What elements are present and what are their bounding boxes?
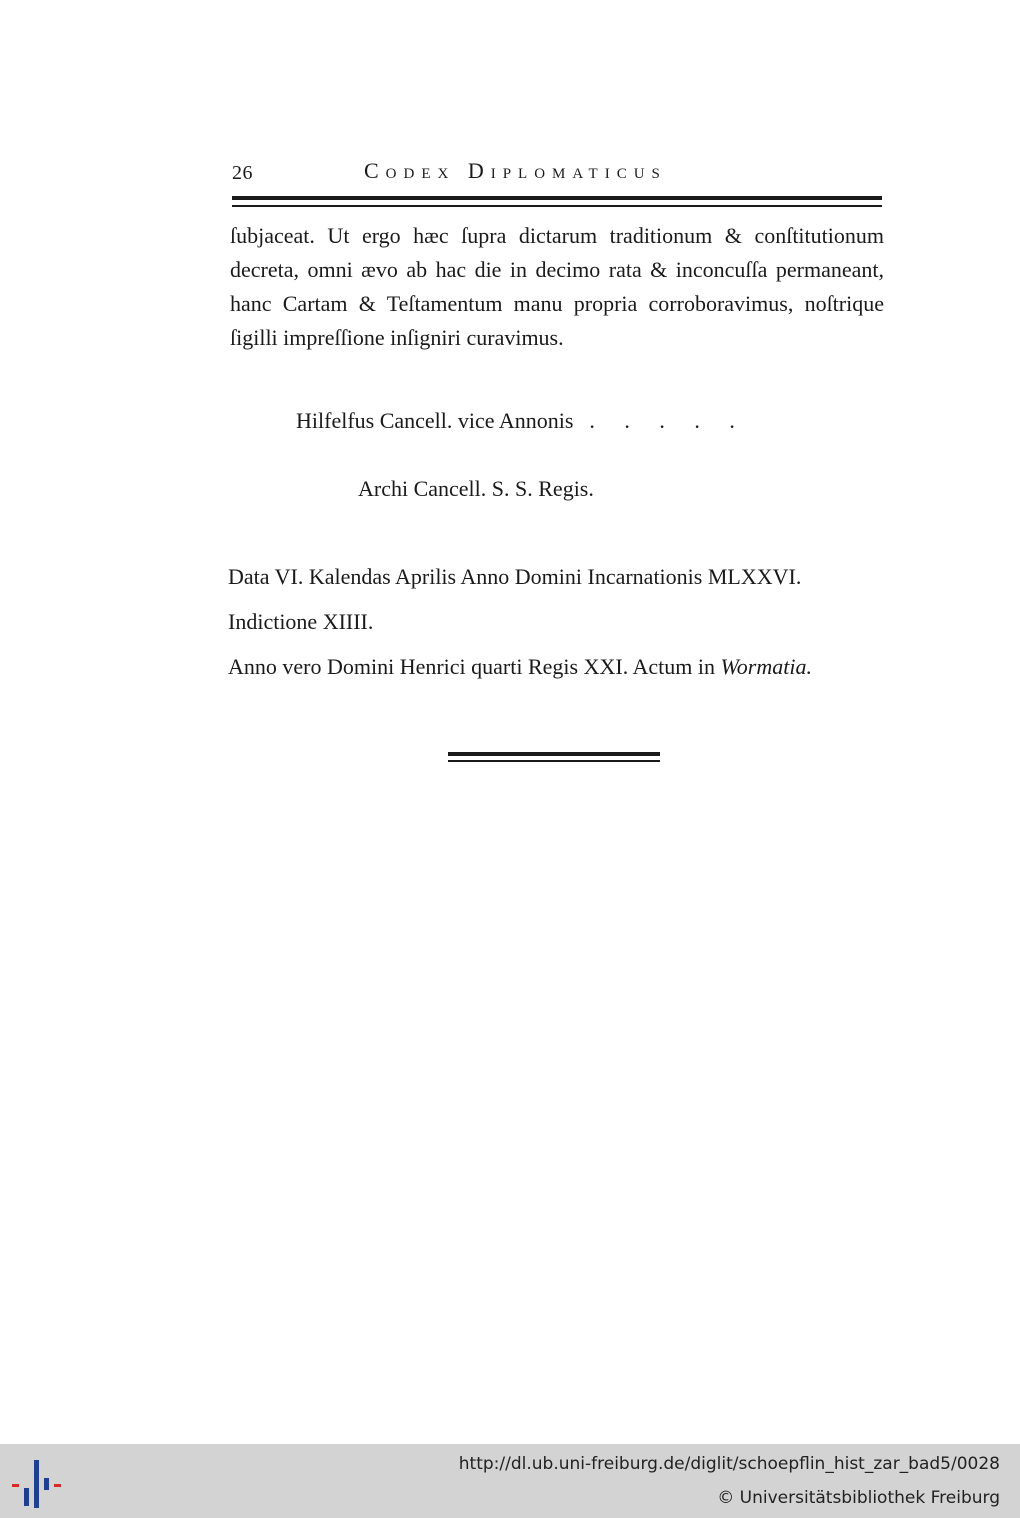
copyright-notice: © Universitätsbibliothek Freiburg [717, 1488, 1000, 1508]
dating-place: Wormatia. [720, 654, 812, 679]
body-paragraph-text: ſubjaceat. Ut ergo hæc ſupra dictarum traditionum & conſtitutionum decreta, omni ævo ab hac die in decimo rata & inconcuſſa permaneant, hanc Cartam & Teſtamentum manu propria corroboravimus, noſtrique ſigilli impreſſione inſigniri curavimus. [230, 223, 884, 350]
body-paragraph [230, 219, 884, 355]
library-logo-icon[interactable] [12, 1458, 64, 1510]
page-header [232, 158, 882, 188]
viewer-footer-bar [0, 1444, 1020, 1518]
running-title: Codex Diplomaticus [364, 158, 667, 183]
dating-line-3-text: Anno vero Domini Henrici quarti Regis XXI. Actum in [228, 654, 715, 679]
signature-chancellor [296, 408, 747, 434]
header-double-rule [232, 196, 882, 210]
signature-archchancellor [358, 476, 594, 502]
closing-double-rule [448, 752, 660, 764]
dating-line-3 [228, 654, 812, 680]
header-rule-thin [232, 205, 882, 207]
signature-archchancellor-text: Archi Cancell. S. S. Regis. [358, 476, 594, 501]
signature-chancellor-text: Hilfelfus Cancell. vice Annonis [296, 408, 574, 433]
permalink-url[interactable]: http://dl.ub.uni-freiburg.de/diglit/schoepflin_hist_zar_bad5/0028 [458, 1454, 1000, 1474]
signature-dots: . . . . . [589, 408, 747, 433]
closing-rule-thin [448, 760, 660, 762]
page-number: 26 [232, 162, 253, 184]
closing-rule-thick [448, 752, 660, 756]
header-rule-thick [232, 196, 882, 200]
dating-line-1: Data VI. Kalendas Aprilis Anno Domini Incarnationis MLXXVI. [228, 564, 802, 589]
dating-line-2: Indictione XIIII. [228, 609, 374, 634]
